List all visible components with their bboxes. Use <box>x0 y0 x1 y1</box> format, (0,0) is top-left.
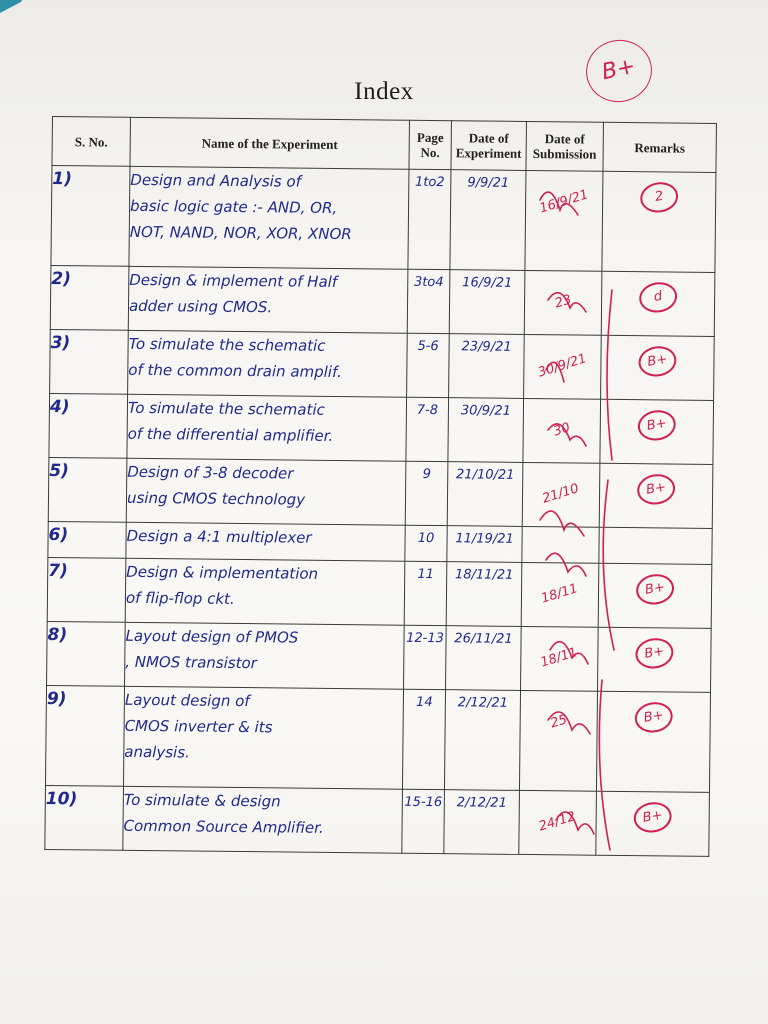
experiment-name-line: Layout design of <box>124 690 250 711</box>
experiment-name-line: Design and Analysis of <box>130 170 301 191</box>
experiment-name-line: NOT, NAND, NOR, XOR, XNOR <box>129 222 352 244</box>
experiment-name-line: analysis. <box>124 742 190 762</box>
table-row <box>50 265 715 336</box>
experiment-name-line: Design & implementation <box>126 562 319 583</box>
top-grade-text: B+ <box>599 53 638 86</box>
row-number: 1) <box>51 166 130 267</box>
experiment-date: 21/10/21 <box>447 462 523 527</box>
experiment-name-line: Design of 3-8 decoder <box>127 462 294 483</box>
experiment-name-line: To simulate the schematic <box>128 334 326 355</box>
experiment-name <box>128 266 408 333</box>
remarks-cell <box>598 563 712 628</box>
table-row <box>45 685 710 792</box>
experiment-date: 30/9/21 <box>448 398 524 463</box>
grade-circle: B+ <box>634 571 676 607</box>
table-row <box>51 166 716 273</box>
experiment-name-line: , NMOS transistor <box>125 652 257 673</box>
remarks-cell <box>601 335 715 400</box>
experiment-name-line: CMOS inverter & its <box>124 716 273 737</box>
header-sno: S. No. <box>52 117 131 167</box>
page-number: 12-13 <box>404 625 447 689</box>
submission-cell <box>523 398 601 463</box>
header-page: Page No. <box>409 120 452 169</box>
experiment-name-line: Common Source Amplifier. <box>123 816 324 837</box>
table-row <box>47 557 712 628</box>
experiment-name <box>123 686 403 789</box>
experiment-name <box>127 394 407 461</box>
header-name: Name of the Experiment <box>130 117 409 169</box>
submission-date: 30/9/21 <box>536 351 589 381</box>
experiment-date: 2/12/21 <box>444 690 520 791</box>
row-number: 7) <box>47 557 126 622</box>
row-number: 8) <box>47 621 126 686</box>
remarks-cell <box>596 791 710 856</box>
experiment-date: 26/11/21 <box>446 626 522 691</box>
row-number: 10) <box>45 785 124 850</box>
row-number: 9) <box>45 685 124 786</box>
remarks-cell <box>599 527 712 564</box>
grade-circle: B+ <box>636 407 678 443</box>
table-row <box>48 457 713 528</box>
grade-circle: B+ <box>635 471 677 507</box>
page-number: 1to2 <box>408 169 451 269</box>
row-number: 4) <box>49 393 128 458</box>
submission-date: 21/10 <box>540 481 582 507</box>
row-number: 6) <box>48 521 126 558</box>
experiment-name-line: of the common drain amplif. <box>128 360 342 382</box>
page-title: Index <box>354 78 414 105</box>
experiment-name <box>126 458 406 525</box>
row-number: 5) <box>48 457 127 522</box>
experiment-name <box>128 330 408 397</box>
grade-circle: B+ <box>633 699 675 735</box>
experiment-name-line: Design a 4:1 multiplexer <box>126 526 312 547</box>
remarks-cell <box>600 399 714 464</box>
submission-date: 16/9/21 <box>537 187 591 217</box>
row-number: 2) <box>50 265 129 330</box>
submission-date: 23 <box>552 292 574 312</box>
experiment-date: 11/19/21 <box>447 526 522 563</box>
grade-circle: B+ <box>636 343 678 379</box>
remarks-cell <box>602 171 716 272</box>
row-number: 3) <box>50 329 129 394</box>
experiment-date: 23/9/21 <box>449 334 525 399</box>
experiment-date: 18/11/21 <box>446 562 522 627</box>
grade-circle: d <box>637 279 679 315</box>
header-row <box>52 117 716 173</box>
experiment-name <box>129 166 409 269</box>
submission-cell <box>522 462 600 527</box>
header-date-sub: Date of Submission <box>526 121 604 171</box>
page-number: 15-16 <box>402 789 445 853</box>
experiment-name-line: using CMOS technology <box>126 488 306 509</box>
experiment-name <box>125 622 405 689</box>
remarks-cell <box>601 271 715 336</box>
experiment-name-line: To simulate & design <box>123 790 281 811</box>
remarks-cell <box>596 691 710 792</box>
submission-cell <box>524 334 602 399</box>
submission-cell <box>522 526 599 563</box>
submission-cell <box>519 690 597 791</box>
experiment-name-line: of the differential amplifier. <box>127 424 334 445</box>
submission-date: 30 <box>551 420 572 440</box>
remarks-cell <box>598 627 712 692</box>
experiment-name <box>125 558 405 625</box>
experiment-date: 9/9/21 <box>450 170 526 271</box>
submission-date: 25 <box>548 712 569 732</box>
page-number: 7-8 <box>406 397 449 461</box>
page-number: 9 <box>405 461 448 525</box>
experiment-date: 16/9/21 <box>449 270 525 335</box>
page-number: 5-6 <box>407 333 450 397</box>
submission-cell <box>521 626 599 691</box>
submission-date: 24/12 <box>537 809 578 835</box>
header-date-exp: Date of Experiment <box>451 121 527 171</box>
experiment-name <box>123 786 403 853</box>
experiment-name-line: adder using CMOS. <box>128 296 273 317</box>
grade-circle: B+ <box>631 799 673 835</box>
header-remarks: Remarks <box>603 122 717 172</box>
table-row <box>45 785 710 856</box>
table-row <box>49 393 714 464</box>
experiment-date: 2/12/21 <box>444 790 520 855</box>
experiment-name-line: basic logic gate :- AND, OR, <box>129 196 338 217</box>
page-number: 11 <box>404 561 447 625</box>
table-row <box>47 621 712 692</box>
grade-circle: 2 <box>638 179 680 215</box>
experiment-name-line: of flip-flop ckt. <box>125 588 235 608</box>
experiment-name-line: To simulate the schematic <box>127 398 325 419</box>
experiment-name-line: Design & implement of Half <box>129 270 338 291</box>
submission-date: 18/11 <box>539 581 580 607</box>
remarks-cell <box>599 463 713 528</box>
table-row <box>50 329 715 400</box>
submission-cell <box>524 270 602 335</box>
experiment-name-line: Layout design of PMOS <box>125 626 299 647</box>
index-table <box>44 116 717 857</box>
experiment-name <box>126 522 405 561</box>
page-number: 10 <box>405 525 447 561</box>
submission-cell <box>521 562 599 627</box>
submission-cell <box>519 790 597 855</box>
page-number: 3to4 <box>407 269 450 333</box>
grade-circle: B+ <box>633 635 675 671</box>
submission-cell <box>525 170 603 271</box>
submission-date: 18/11 <box>539 645 580 671</box>
page-number: 14 <box>402 689 445 789</box>
